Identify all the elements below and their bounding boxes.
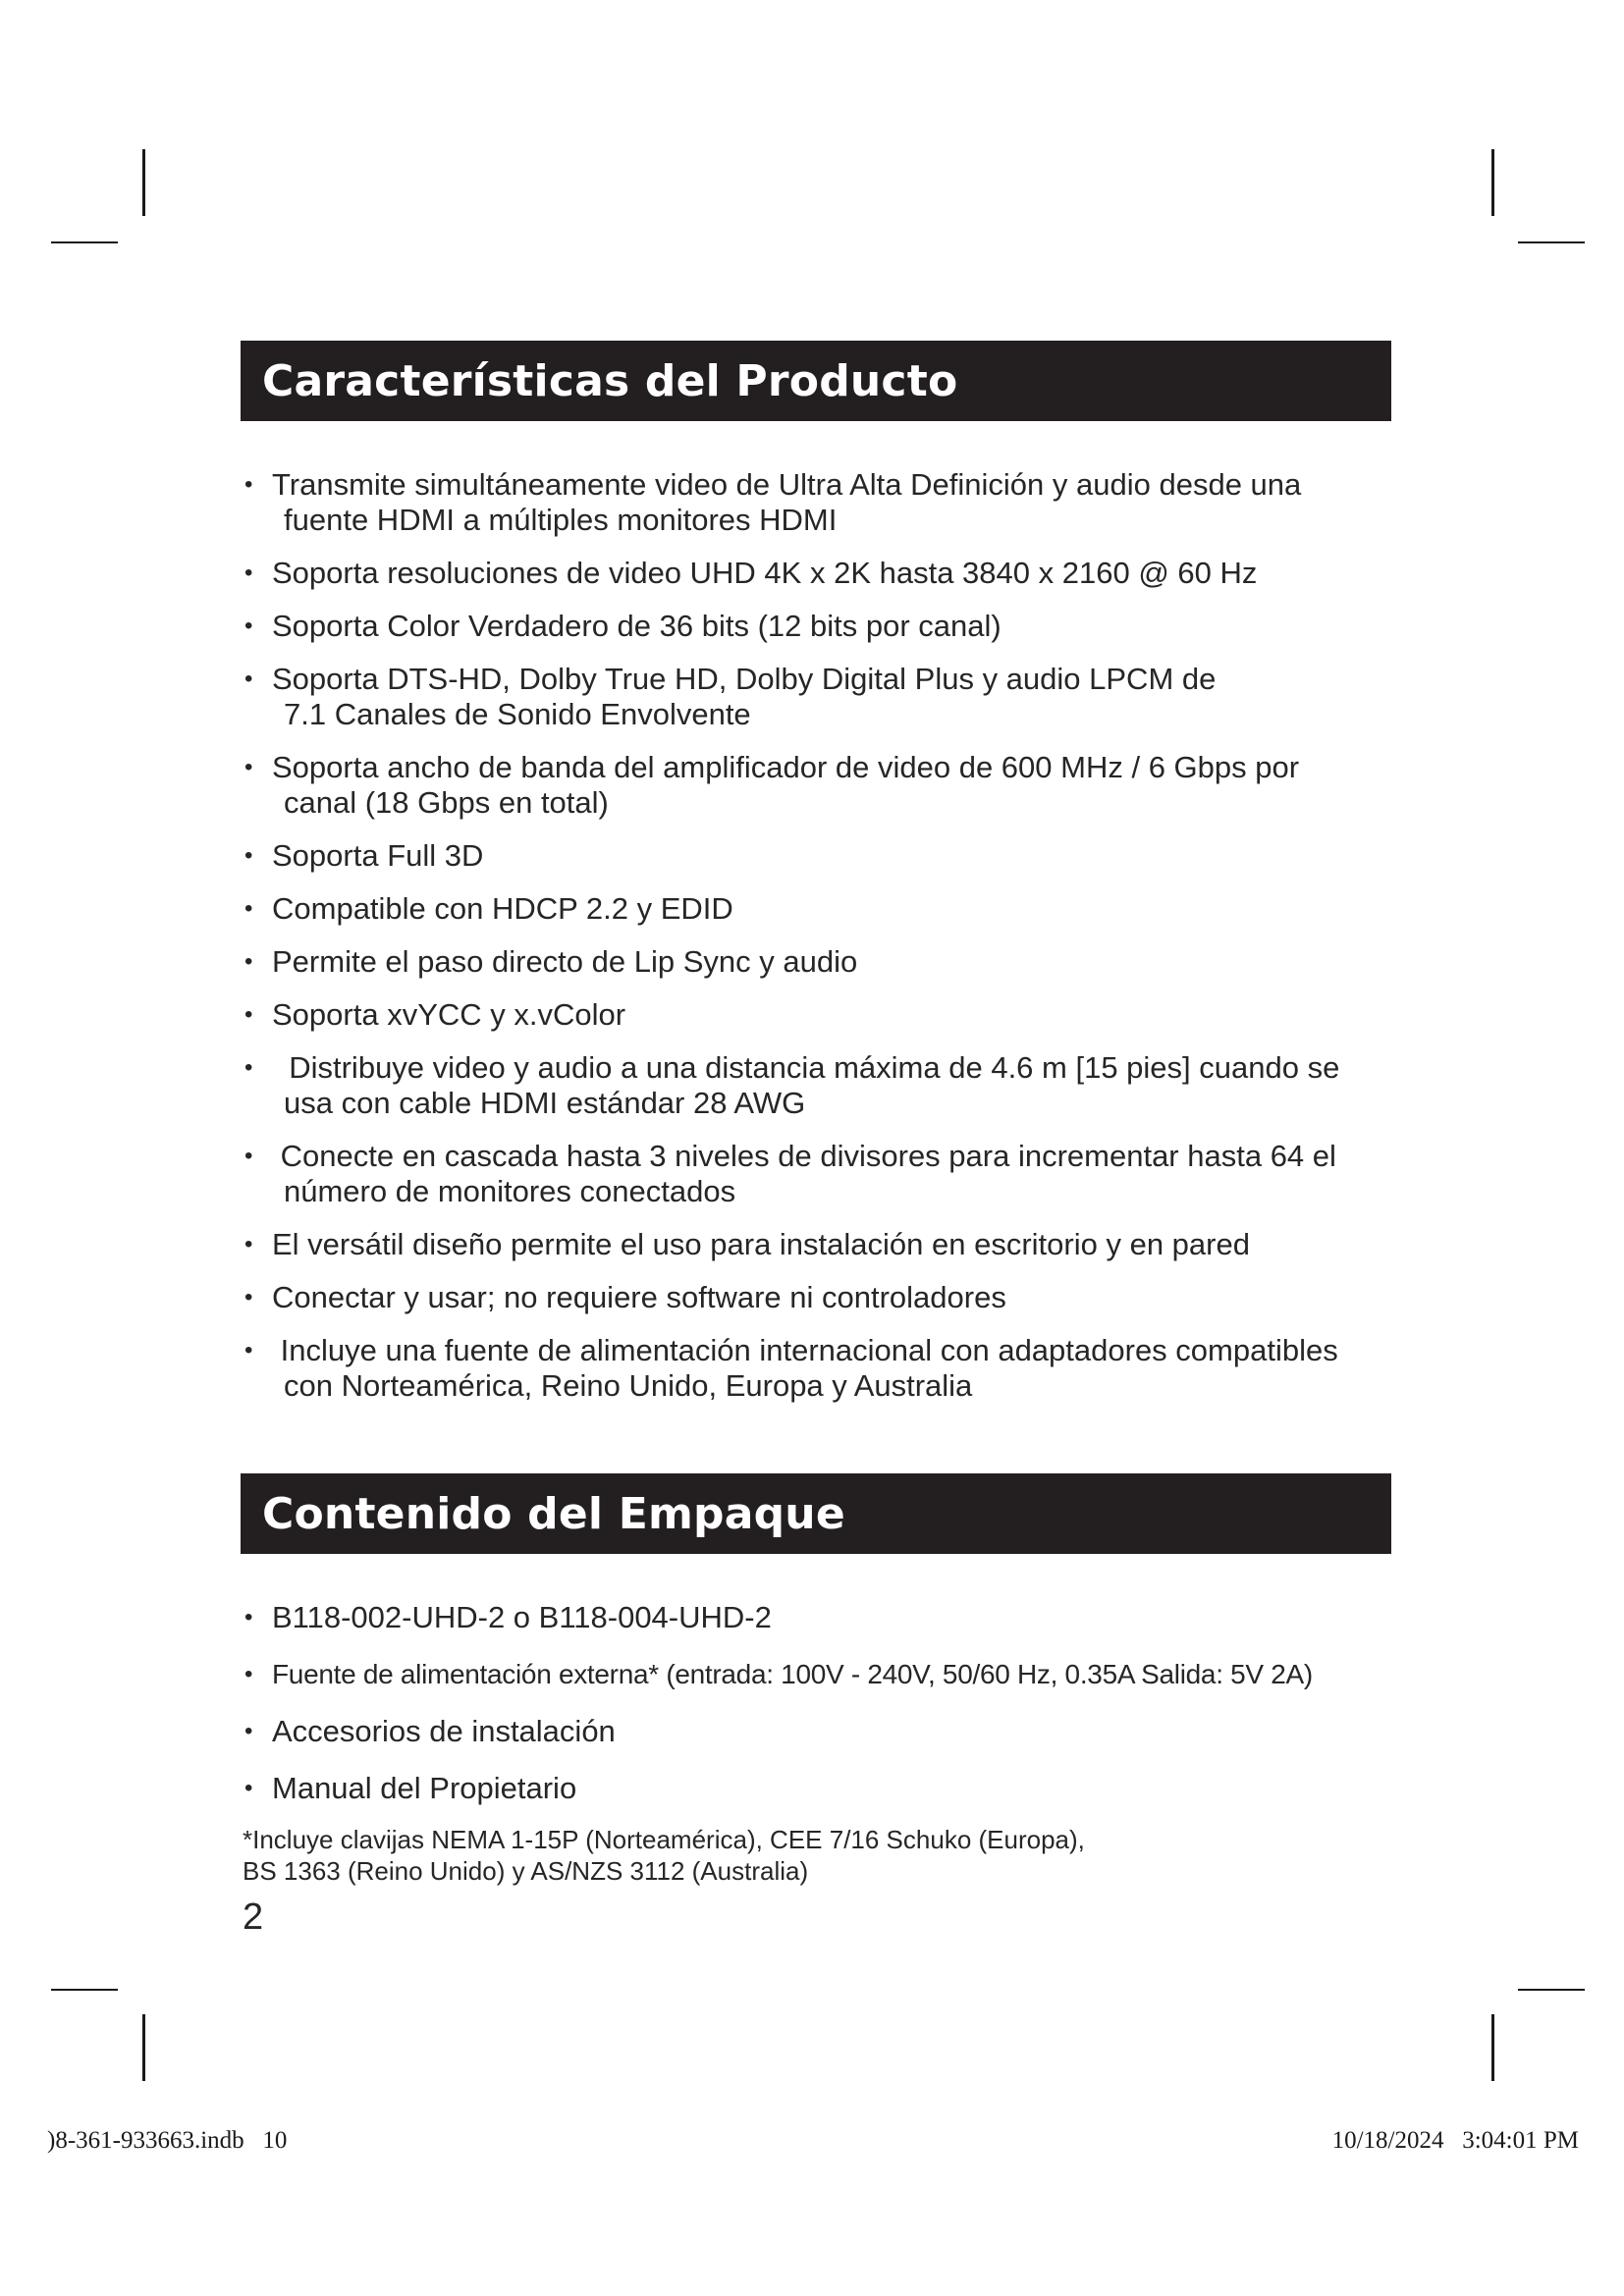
features-heading-bar (241, 341, 1391, 421)
feature-item: • Incluye una fuente de alimentación internacional con adaptadores compatibles con Norteamérica, Reino Unido, Europa y Australia (244, 1333, 1338, 1403)
crop-mark-bottom-left-vertical (142, 2014, 145, 2081)
crop-mark-top-left-vertical (142, 149, 145, 216)
bullet: • (244, 1718, 253, 1744)
package-item: • Accesorios de instalación (244, 1714, 616, 1748)
feature-item: • Distribuye video y audio a una distancia máxima de 4.6 m [15 pies] cuando se usa con cable HDMI estándar 28 AWG (244, 1050, 1340, 1120)
crop-mark-bottom-right-vertical (1491, 2014, 1494, 2081)
bullet: • (244, 1604, 253, 1630)
bullet: • (244, 754, 253, 780)
footnote (243, 1824, 1085, 1887)
package-list (241, 1600, 1399, 1828)
crop-mark-bottom-left-horizontal (51, 1989, 118, 1991)
bullet: • (244, 948, 253, 975)
bullet: • (244, 1284, 253, 1310)
bullet: • (244, 1143, 253, 1169)
feature-item: • Soporta DTS-HD, Dolby True HD, Dolby Digital Plus y audio LPCM de 7.1 Canales de Sonido Envolvente (244, 662, 1217, 731)
features-list (241, 467, 1399, 1421)
crop-mark-top-right-vertical (1491, 149, 1494, 216)
bullet: • (244, 1661, 253, 1687)
feature-item: • Soporta xvYCC y x.vColor (244, 997, 626, 1032)
feature-item: • Conectar y usar; no requiere software ni controladores (244, 1280, 1006, 1314)
bullet: • (244, 613, 253, 639)
footnote-line: *Incluye clavijas NEMA 1-15P (Norteamérica), CEE 7/16 Schuko (Europa), (243, 1825, 1085, 1854)
bullet: • (244, 1054, 253, 1081)
feature-item: • Soporta Color Verdadero de 36 bits (12 bits por canal) (244, 609, 1001, 643)
crop-mark-top-right-horizontal (1518, 241, 1585, 243)
feature-item: • El versátil diseño permite el uso para instalación en escritorio y en pared (244, 1227, 1250, 1261)
feature-item: • Conecte en cascada hasta 3 niveles de divisores para incrementar hasta 64 el número de monitores conectados (244, 1139, 1336, 1208)
feature-item: • Compatible con HDCP 2.2 y EDID (244, 891, 733, 926)
package-heading: Contenido del Empaque (262, 1488, 845, 1539)
crop-mark-top-left-horizontal (51, 241, 118, 243)
bullet: • (244, 1775, 253, 1801)
bullet: • (244, 560, 253, 586)
feature-item: • Soporta resoluciones de video UHD 4K x 2K hasta 3840 x 2160 @ 60 Hz (244, 556, 1258, 590)
bullet: • (244, 1231, 253, 1257)
crop-mark-bottom-right-horizontal (1518, 1989, 1585, 1991)
feature-item: • Transmite simultáneamente video de Ultra Alta Definición y audio desde una fuente HDMI a múltiples monitores HDMI (244, 467, 1302, 537)
bullet: • (244, 1337, 253, 1363)
footnote-line: BS 1363 (Reino Unido) y AS/NZS 3112 (Australia) (243, 1856, 809, 1886)
slug-timestamp: 10/18/2024 3:04:01 PM (1331, 2127, 1579, 2154)
bullet: • (244, 471, 253, 498)
package-item: • B118-002-UHD-2 o B118-004-UHD-2 (244, 1600, 772, 1634)
bullet: • (244, 895, 253, 922)
feature-item: • Permite el paso directo de Lip Sync y audio (244, 944, 858, 979)
package-item: • Fuente de alimentación externa* (entrada: 100V - 240V, 50/60 Hz, 0.35A Salida: 5V 2A) (241, 1657, 1399, 1692)
page-number: 2 (243, 1896, 264, 1938)
feature-item: • Soporta ancho de banda del amplificador de video de 600 MHz / 6 Gbps por canal (18 Gbps en total) (244, 750, 1300, 820)
slug-file-info: )8-361-933663.indb 10 (47, 2127, 288, 2154)
feature-item: • Soporta Full 3D (244, 838, 484, 873)
package-heading-bar (241, 1473, 1391, 1554)
bullet: • (244, 1001, 253, 1028)
bullet: • (244, 842, 253, 869)
features-heading: Características del Producto (262, 355, 958, 406)
package-item: • Manual del Propietario (244, 1771, 577, 1805)
bullet: • (244, 666, 253, 692)
